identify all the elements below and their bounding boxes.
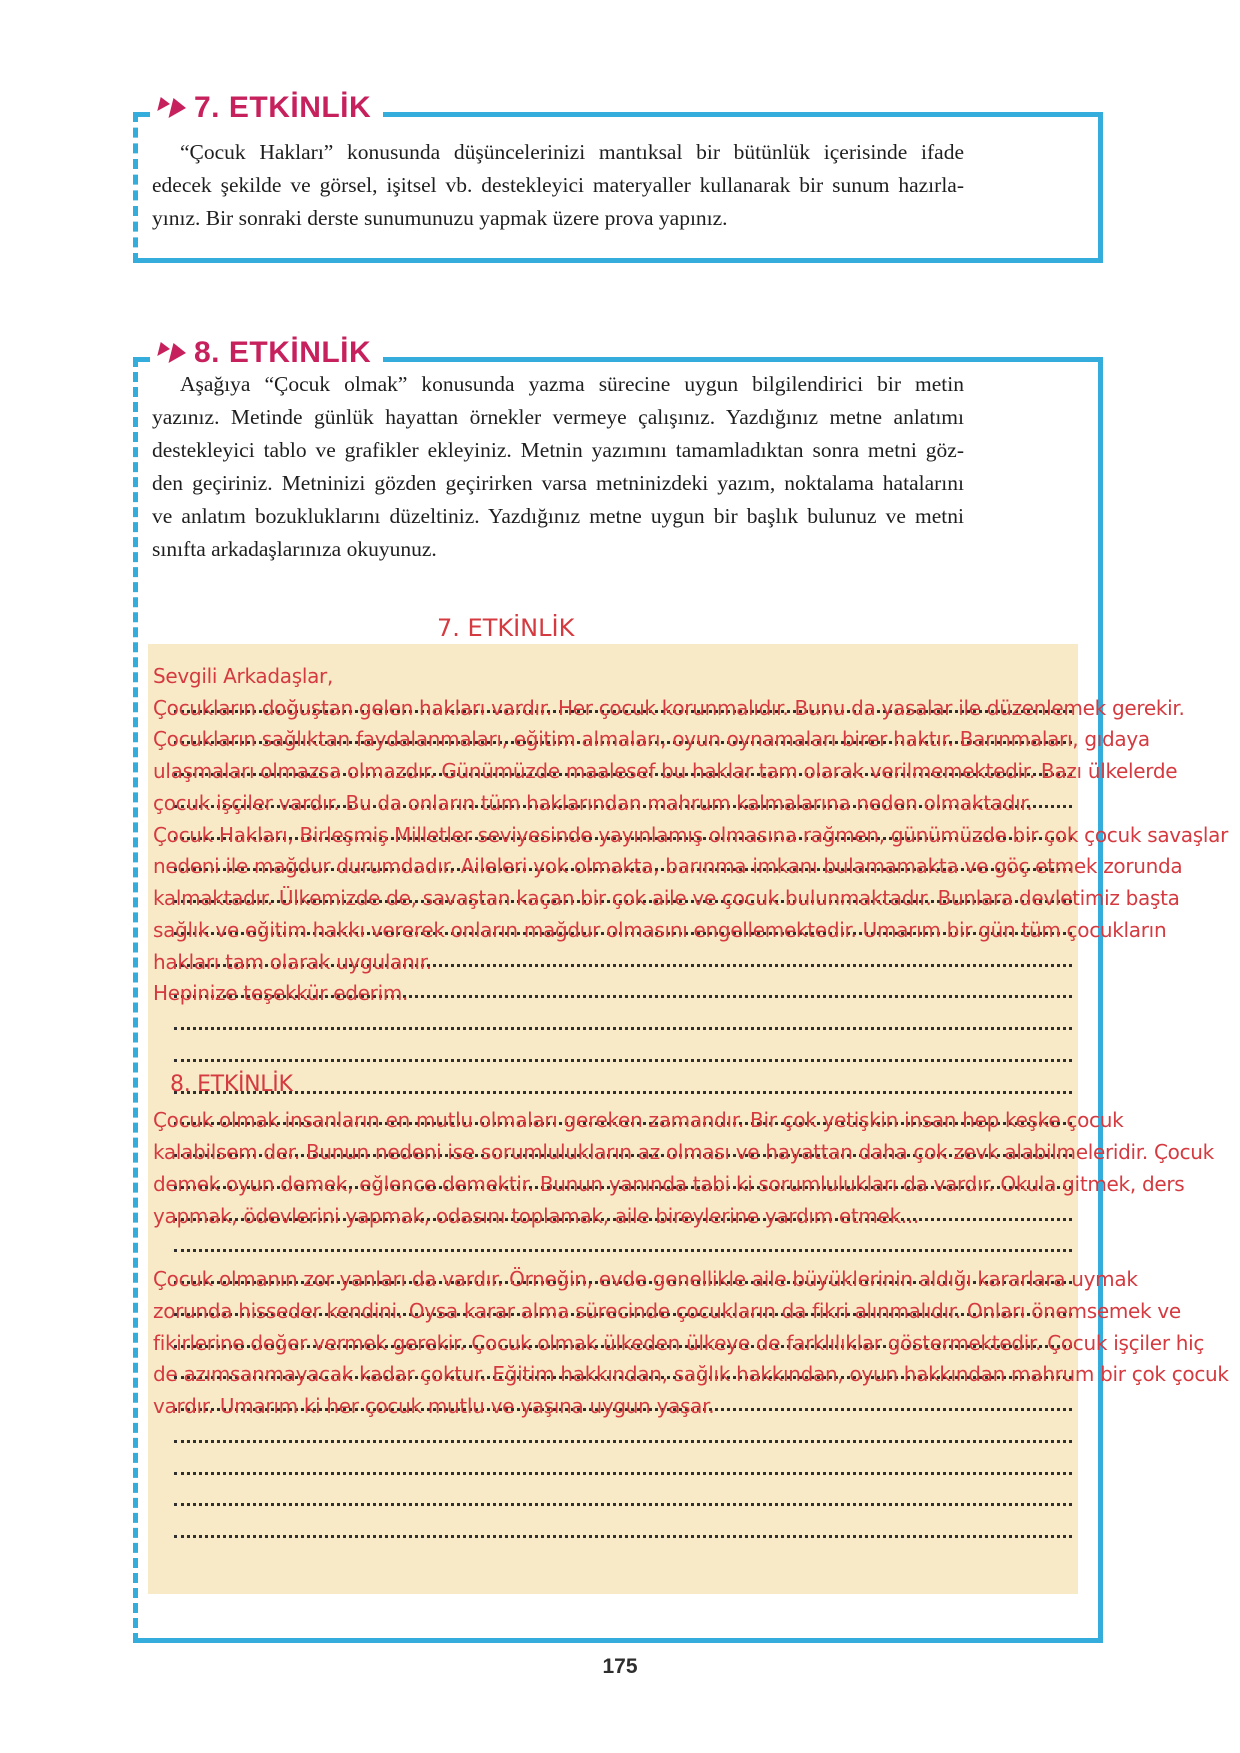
handwritten-text: Sevgili Arkadaşlar, — [153, 663, 334, 688]
handwritten-text: Hepinize teşekkür ederim. — [153, 981, 409, 1006]
activity-7-title: 7. ETKİNLİK — [194, 91, 372, 124]
handwritten-text: demek oyun demek, eğlence demektir. Bunun yanında tabi ki sorumlulukları da vardır. Okula gitmek, ders — [153, 1171, 1185, 1196]
chevron-arrows-icon — [155, 97, 188, 119]
answer-text-row — [148, 1162, 1185, 1196]
handwritten-text: Çocukların doğuştan gelen hakları vardır. Her çocuk korunmalıdır. Bunu da yasalar ile düzenlemek gerekir. — [153, 695, 1185, 720]
answer-activity-7-label: 7. ETKİNLİK — [437, 614, 575, 642]
handwritten-text: Çocuk olmanın zor yanları da vardır. Örneğin, evde genellikle aile büyüklerinin aldığı kararlara uymak — [153, 1267, 1138, 1291]
paragraph-line: destekleyici tablo ve grafikler ekleyiniz. Metnin yazımını tamamladıktan sonra metni göz- — [152, 438, 964, 462]
handwritten-text: sağlık ve eğitim hakkı vererek onların mağdur olmasını engellemektedir. Umarım bir gün tüm çocukların — [153, 917, 1167, 942]
answer-text-row — [148, 940, 1078, 972]
paragraph-line: edecek şekilde ve görsel, işitsel vb. destekleyici materyaller kullanarak bir sunum hazırla- — [152, 173, 964, 197]
empty-dotted-row — [148, 1416, 1078, 1448]
activity-8-heading — [150, 336, 383, 370]
answer-text-row — [148, 718, 1150, 752]
dotted-line — [174, 1059, 1072, 1062]
paragraph-line: Aşağıya “Çocuk olmak” konusunda yazma sürecine uygun bilgilendirici bir metin — [180, 372, 964, 396]
dotted-line — [174, 1503, 1072, 1506]
handwritten-text: yapmak, ödevlerini yapmak, odasını toplamak, aile bireylerine yardım etmek... — [153, 1203, 920, 1228]
answer-text-row — [148, 1257, 1138, 1291]
answer-text-row — [148, 813, 1229, 847]
activity-7-instructions — [152, 136, 964, 235]
paragraph-line: yınız. Bir sonraki derste sunumunuzu yapmak üzere prova yapınız. — [152, 206, 728, 230]
dotted-line — [174, 1440, 1072, 1443]
answer-text-row — [148, 1130, 1214, 1164]
empty-dotted-row — [148, 1448, 1078, 1480]
answer-sheet — [148, 644, 1229, 1594]
empty-dotted-row — [148, 1003, 1078, 1035]
paragraph-line: sınıfta arkadaşlarınıza okuyunuz. — [152, 537, 437, 561]
activity-7-heading — [150, 91, 383, 125]
activity-8-title: 8. ETKİNLİK — [194, 336, 372, 369]
page-number: 175 — [602, 1655, 638, 1678]
handwritten-text: Çocuk Hakları, Birleşmiş Milletler seviyesinde yayınlamış olmasına rağmen, günümüzde bir çok çocuk savaşlar — [153, 822, 1229, 847]
answer-text-row — [148, 1353, 1229, 1387]
empty-dotted-row — [148, 1035, 1078, 1067]
handwritten-text: ulaşmaları olmazsa olmazdır. Günümüzde maalesef bu haklar tam olarak verilmemektedir. Bazı ülkelerde — [153, 759, 1178, 783]
dotted-line — [174, 1535, 1072, 1538]
empty-dotted-row — [148, 1480, 1078, 1512]
handwritten-text: çocuk işçiler vardır. Bu da onların tüm haklarından mahrum kalmalarına neden olmaktadır. — [153, 790, 1033, 815]
answer-text-row — [148, 1321, 1205, 1355]
handwritten-text: vardır. Umarım ki her çocuk mutlu ve yaşına uygun yaşar. — [153, 1394, 715, 1418]
answer-text-row — [148, 1384, 1078, 1416]
handwritten-text: fikirlerine değer vermek gerekir. Çocuk olmak ülkeden ülkeye de farklılıklar göstermektedir. Çocuk işçiler hiç — [153, 1330, 1205, 1355]
dotted-line — [174, 1091, 1072, 1094]
handwritten-text: hakları tam olarak uygulanır. — [153, 949, 432, 974]
answer-text-row — [148, 1194, 1078, 1226]
paragraph-line: den geçiriniz. Metninizi gözden geçirirken varsa metninizdeki yazım, noktalama hatalarını — [152, 471, 964, 495]
answer-text-row — [148, 876, 1180, 910]
handwritten-text: kalmaktadır. Ülkemizde de, savaştan kaçan bir çok aile ve çocuk bulunmaktadır. Bunlara devletimiz başta — [153, 886, 1180, 910]
handwritten-text: Çocukların sağlıktan faydalanmaları, eğitim almaları, oyun oynamaları birer haktır. Barınmaları, gıdaya — [153, 727, 1150, 752]
answer-text-row — [148, 654, 1078, 686]
answer-section-label: 8. ETKİNLİK — [170, 1072, 293, 1098]
empty-dotted-row — [148, 1511, 1078, 1543]
paragraph-line: “Çocuk Hakları” konusunda düşüncelerinizi mantıksal bir bütünlük içerisinde ifade — [180, 140, 964, 164]
chevron-arrows-icon — [155, 342, 188, 364]
activity-8-instructions — [152, 368, 964, 566]
answer-text-row — [148, 1099, 1124, 1133]
handwritten-text: kalabilsem der. Bunun nedeni ise sorumlulukların az olması ve hayattan daha çok zevk alabilmeleridir. Çocuk — [153, 1140, 1214, 1164]
answer-text-row — [148, 686, 1185, 720]
answer-text-row — [148, 908, 1167, 942]
handwritten-text: de azımsanmayacak kadar çoktur. Eğitim hakkından, sağlık hakkından, oyun hakkından mahrum bir çok çocuk — [153, 1362, 1229, 1387]
answer-text-row — [148, 781, 1078, 813]
handwritten-text: zorunda hisseder kendini. Oysa karar alma sürecinde çocukların da fikri alınmalıdır. Onları önemsemek ve — [153, 1298, 1181, 1323]
handwritten-text: nedeni ile mağdur durumdadır. Aileleri yok olmakta, barınma imkanı bulamamakta ve göç etmek zorunda — [153, 854, 1183, 879]
answer-section-label-row — [148, 1067, 1078, 1099]
chevron-big-icon — [169, 98, 189, 118]
answer-text-row — [148, 845, 1183, 879]
dotted-line — [174, 1027, 1072, 1030]
dotted-line — [174, 1249, 1072, 1252]
dotted-line — [174, 1472, 1072, 1475]
paragraph-line: yazınız. Metinde günlük hayattan örnekler vermeye çalışınız. Yazdığınız metne anlatımı — [152, 405, 964, 429]
answer-text-row — [148, 1289, 1181, 1323]
answer-text-row — [148, 972, 1078, 1004]
handwritten-text: Çocuk olmak insanların en mutlu olmaları gereken zamandır. Bir çok yetişkin insan hep keşke çocuk — [153, 1108, 1124, 1133]
paragraph-line: ve anlatım bozukluklarını düzeltiniz. Yazdığınız metne uygun bir başlık bulunuz ve metni — [152, 504, 964, 528]
answer-text-row — [148, 749, 1178, 783]
chevron-big-icon — [169, 343, 189, 363]
empty-dotted-row — [148, 1226, 1078, 1258]
